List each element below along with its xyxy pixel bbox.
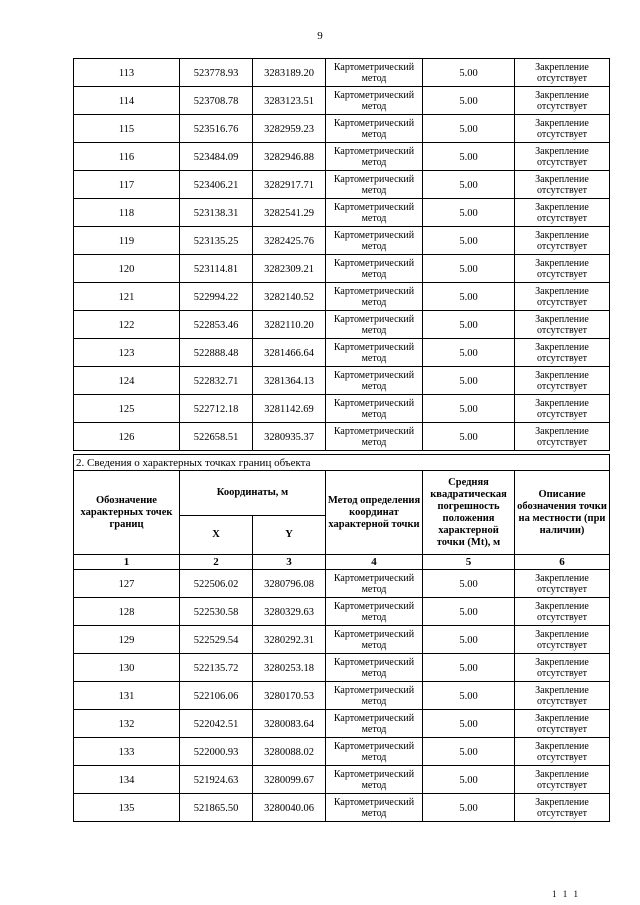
- y-coordinate-cell: 3282917.71: [253, 171, 326, 199]
- accuracy-cell: 5.00: [423, 171, 515, 199]
- accuracy-cell: 5.00: [423, 766, 515, 794]
- point-id-cell: 128: [74, 598, 180, 626]
- point-id-cell: 130: [74, 654, 180, 682]
- x-coordinate-cell: 522712.18: [180, 395, 253, 423]
- x-coordinate-cell: 522832.71: [180, 367, 253, 395]
- accuracy-cell: 5.00: [423, 682, 515, 710]
- description-cell: Закрепление отсутствует: [515, 598, 610, 626]
- table-caption: 2. Сведения о характерных точках границ объекта: [74, 455, 610, 471]
- table-row: [74, 143, 610, 171]
- accuracy-cell: 5.00: [423, 339, 515, 367]
- table-row: [74, 710, 610, 738]
- table-row: [74, 87, 610, 115]
- accuracy-cell: 5.00: [423, 626, 515, 654]
- x-coordinate-cell: 522000.93: [180, 738, 253, 766]
- y-coordinate-cell: 3282309.21: [253, 255, 326, 283]
- table-row: [74, 423, 610, 451]
- table-row: [74, 311, 610, 339]
- y-coordinate-cell: 3280088.02: [253, 738, 326, 766]
- x-coordinate-cell: 522994.22: [180, 283, 253, 311]
- point-id-cell: 116: [74, 143, 180, 171]
- x-coordinate-cell: 522042.51: [180, 710, 253, 738]
- accuracy-cell: 5.00: [423, 59, 515, 87]
- point-id-cell: 119: [74, 227, 180, 255]
- point-id-cell: 133: [74, 738, 180, 766]
- method-cell: Картометрический метод: [326, 710, 423, 738]
- method-cell: Картометрический метод: [326, 794, 423, 822]
- description-cell: Закрепление отсутствует: [515, 283, 610, 311]
- x-coordinate-cell: 523138.31: [180, 199, 253, 227]
- table-row: [74, 59, 610, 87]
- description-cell: Закрепление отсутствует: [515, 654, 610, 682]
- description-cell: Закрепление отсутствует: [515, 143, 610, 171]
- method-cell: Картометрический метод: [326, 227, 423, 255]
- description-cell: Закрепление отсутствует: [515, 570, 610, 598]
- column-number: 5: [423, 555, 515, 570]
- x-coordinate-cell: 522658.51: [180, 423, 253, 451]
- y-coordinate-cell: 3280099.67: [253, 766, 326, 794]
- point-id-cell: 122: [74, 311, 180, 339]
- x-coordinate-cell: 522529.54: [180, 626, 253, 654]
- x-coordinate-cell: 523484.09: [180, 143, 253, 171]
- description-cell: Закрепление отсутствует: [515, 794, 610, 822]
- header-coordinates: Координаты, м: [180, 471, 326, 516]
- description-cell: Закрепление отсутствует: [515, 199, 610, 227]
- description-cell: Закрепление отсутствует: [515, 227, 610, 255]
- description-cell: Закрепление отсутствует: [515, 311, 610, 339]
- table-row: [74, 766, 610, 794]
- y-coordinate-cell: 3280292.31: [253, 626, 326, 654]
- x-coordinate-cell: 522530.58: [180, 598, 253, 626]
- y-coordinate-cell: 3282425.76: [253, 227, 326, 255]
- y-coordinate-cell: 3280253.18: [253, 654, 326, 682]
- description-cell: Закрепление отсутствует: [515, 682, 610, 710]
- column-number: 6: [515, 555, 610, 570]
- method-cell: Картометрический метод: [326, 171, 423, 199]
- method-cell: Картометрический метод: [326, 255, 423, 283]
- accuracy-cell: 5.00: [423, 570, 515, 598]
- accuracy-cell: 5.00: [423, 87, 515, 115]
- y-coordinate-cell: 3282140.52: [253, 283, 326, 311]
- y-coordinate-cell: 3281466.64: [253, 339, 326, 367]
- header-accuracy: Средняя квадратическая погрешность положения характерной точки (Mt), м: [423, 471, 515, 555]
- method-cell: Картометрический метод: [326, 367, 423, 395]
- y-coordinate-cell: 3281364.13: [253, 367, 326, 395]
- footer-mark: 1 1 1: [552, 889, 580, 899]
- point-id-cell: 125: [74, 395, 180, 423]
- boundary-points-table: [73, 454, 610, 822]
- description-cell: Закрепление отсутствует: [515, 423, 610, 451]
- table-row: [74, 395, 610, 423]
- x-coordinate-cell: 522853.46: [180, 311, 253, 339]
- x-coordinate-cell: 523778.93: [180, 59, 253, 87]
- method-cell: Картометрический метод: [326, 339, 423, 367]
- method-cell: Картометрический метод: [326, 738, 423, 766]
- accuracy-cell: 5.00: [423, 143, 515, 171]
- description-cell: Закрепление отсутствует: [515, 339, 610, 367]
- description-cell: Закрепление отсутствует: [515, 367, 610, 395]
- method-cell: Картометрический метод: [326, 766, 423, 794]
- method-cell: Картометрический метод: [326, 59, 423, 87]
- point-id-cell: 120: [74, 255, 180, 283]
- x-coordinate-cell: 523516.76: [180, 115, 253, 143]
- y-coordinate-cell: 3282959.23: [253, 115, 326, 143]
- column-number: 4: [326, 555, 423, 570]
- y-coordinate-cell: 3280935.37: [253, 423, 326, 451]
- table-row: [74, 738, 610, 766]
- table-row: [74, 171, 610, 199]
- x-coordinate-cell: 522506.02: [180, 570, 253, 598]
- header-y: Y: [253, 516, 326, 555]
- method-cell: Картометрический метод: [326, 654, 423, 682]
- table-row: [74, 626, 610, 654]
- y-coordinate-cell: 3280170.53: [253, 682, 326, 710]
- point-id-cell: 123: [74, 339, 180, 367]
- table-row: [74, 570, 610, 598]
- method-cell: Картометрический метод: [326, 423, 423, 451]
- y-coordinate-cell: 3283123.51: [253, 87, 326, 115]
- table-row: [74, 794, 610, 822]
- point-id-cell: 134: [74, 766, 180, 794]
- point-id-cell: 115: [74, 115, 180, 143]
- y-coordinate-cell: 3282110.20: [253, 311, 326, 339]
- description-cell: Закрепление отсутствует: [515, 115, 610, 143]
- x-coordinate-cell: 523708.78: [180, 87, 253, 115]
- method-cell: Картометрический метод: [326, 626, 423, 654]
- point-id-cell: 132: [74, 710, 180, 738]
- method-cell: Картометрический метод: [326, 395, 423, 423]
- point-id-cell: 118: [74, 199, 180, 227]
- x-coordinate-cell: 523406.21: [180, 171, 253, 199]
- x-coordinate-cell: 522106.06: [180, 682, 253, 710]
- method-cell: Картометрический метод: [326, 87, 423, 115]
- x-coordinate-cell: 522888.48: [180, 339, 253, 367]
- point-id-cell: 113: [74, 59, 180, 87]
- method-cell: Картометрический метод: [326, 143, 423, 171]
- x-coordinate-cell: 523114.81: [180, 255, 253, 283]
- accuracy-cell: 5.00: [423, 710, 515, 738]
- table-row: [74, 367, 610, 395]
- y-coordinate-cell: 3280040.06: [253, 794, 326, 822]
- point-id-cell: 126: [74, 423, 180, 451]
- header-x: X: [180, 516, 253, 555]
- y-coordinate-cell: 3280329.63: [253, 598, 326, 626]
- x-coordinate-cell: 522135.72: [180, 654, 253, 682]
- accuracy-cell: 5.00: [423, 311, 515, 339]
- point-id-cell: 121: [74, 283, 180, 311]
- accuracy-cell: 5.00: [423, 598, 515, 626]
- accuracy-cell: 5.00: [423, 227, 515, 255]
- point-id-cell: 124: [74, 367, 180, 395]
- header-method: Метод определения координат характерной точки: [326, 471, 423, 555]
- table-row: [74, 199, 610, 227]
- x-coordinate-cell: 523135.25: [180, 227, 253, 255]
- accuracy-cell: 5.00: [423, 794, 515, 822]
- x-coordinate-cell: 521865.50: [180, 794, 253, 822]
- accuracy-cell: 5.00: [423, 423, 515, 451]
- description-cell: Закрепление отсутствует: [515, 255, 610, 283]
- y-coordinate-cell: 3280796.08: [253, 570, 326, 598]
- accuracy-cell: 5.00: [423, 738, 515, 766]
- table-row: [74, 115, 610, 143]
- description-cell: Закрепление отсутствует: [515, 171, 610, 199]
- y-coordinate-cell: 3282946.88: [253, 143, 326, 171]
- method-cell: Картометрический метод: [326, 283, 423, 311]
- table-row: [74, 227, 610, 255]
- column-number: 2: [180, 555, 253, 570]
- accuracy-cell: 5.00: [423, 367, 515, 395]
- table-row: [74, 598, 610, 626]
- page-number: 9: [317, 30, 323, 42]
- table-row: [74, 654, 610, 682]
- accuracy-cell: 5.00: [423, 283, 515, 311]
- point-id-cell: 127: [74, 570, 180, 598]
- y-coordinate-cell: 3280083.64: [253, 710, 326, 738]
- accuracy-cell: 5.00: [423, 115, 515, 143]
- point-id-cell: 114: [74, 87, 180, 115]
- accuracy-cell: 5.00: [423, 395, 515, 423]
- description-cell: Закрепление отсутствует: [515, 738, 610, 766]
- method-cell: Картометрический метод: [326, 115, 423, 143]
- accuracy-cell: 5.00: [423, 199, 515, 227]
- method-cell: Картометрический метод: [326, 598, 423, 626]
- table-row: [74, 255, 610, 283]
- point-id-cell: 135: [74, 794, 180, 822]
- y-coordinate-cell: 3283189.20: [253, 59, 326, 87]
- table-row: [74, 283, 610, 311]
- column-number: 3: [253, 555, 326, 570]
- method-cell: Картометрический метод: [326, 311, 423, 339]
- point-id-cell: 117: [74, 171, 180, 199]
- y-coordinate-cell: 3281142.69: [253, 395, 326, 423]
- accuracy-cell: 5.00: [423, 255, 515, 283]
- description-cell: Закрепление отсутствует: [515, 59, 610, 87]
- accuracy-cell: 5.00: [423, 654, 515, 682]
- description-cell: Закрепление отсутствует: [515, 710, 610, 738]
- description-cell: Закрепление отсутствует: [515, 87, 610, 115]
- boundary-points-table-continued: [73, 58, 610, 451]
- y-coordinate-cell: 3282541.29: [253, 199, 326, 227]
- header-point-designation: Обозначение характерных точек границ: [74, 471, 180, 555]
- table-row: [74, 339, 610, 367]
- method-cell: Картометрический метод: [326, 570, 423, 598]
- method-cell: Картометрический метод: [326, 199, 423, 227]
- x-coordinate-cell: 521924.63: [180, 766, 253, 794]
- header-description: Описание обозначения точки на местности (при наличии): [515, 471, 610, 555]
- method-cell: Картометрический метод: [326, 682, 423, 710]
- point-id-cell: 129: [74, 626, 180, 654]
- description-cell: Закрепление отсутствует: [515, 395, 610, 423]
- description-cell: Закрепление отсутствует: [515, 626, 610, 654]
- description-cell: Закрепление отсутствует: [515, 766, 610, 794]
- column-number: 1: [74, 555, 180, 570]
- point-id-cell: 131: [74, 682, 180, 710]
- table-row: [74, 682, 610, 710]
